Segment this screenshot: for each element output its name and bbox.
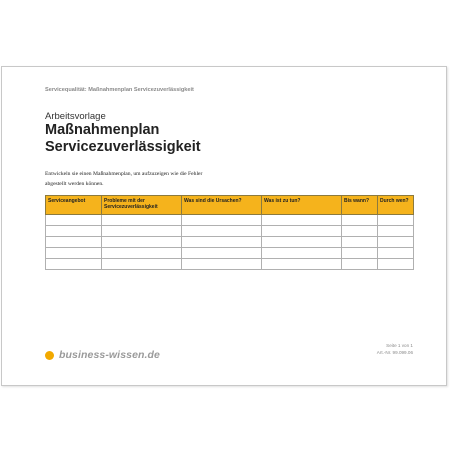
title-line-2: Servicezuverlässigkeit <box>45 139 201 155</box>
action-plan-table <box>45 195 414 270</box>
table-cell[interactable] <box>378 259 414 270</box>
table-cell[interactable] <box>102 226 182 237</box>
table-cell[interactable] <box>378 248 414 259</box>
table-cell[interactable] <box>46 215 102 226</box>
table-cell[interactable] <box>182 226 262 237</box>
table-cell[interactable] <box>46 248 102 259</box>
intro-line-1: Entwickeln sie einen Maßnahmenplan, um aufzuzeigen wie die Fehler <box>45 171 203 177</box>
table-cell[interactable] <box>378 226 414 237</box>
table-cell[interactable] <box>182 237 262 248</box>
table-cell[interactable] <box>102 248 182 259</box>
table-cell[interactable] <box>262 259 342 270</box>
intro-line-2: abgestellt werden können. <box>45 181 104 187</box>
logo-text: business-wissen.de <box>59 349 161 361</box>
title-line-1: Maßnahmenplan <box>45 122 160 138</box>
table-cell[interactable] <box>46 226 102 237</box>
table-header-row <box>46 196 414 215</box>
column-header: Durch wen? <box>378 196 414 215</box>
column-header: Was sind die Ursachen? <box>182 196 262 215</box>
table-cell[interactable] <box>262 226 342 237</box>
document-subtitle: Arbeitsvorlage <box>45 111 106 122</box>
table-cell[interactable] <box>378 237 414 248</box>
table-cell[interactable] <box>182 259 262 270</box>
column-header: Was ist zu tun? <box>262 196 342 215</box>
article-number: Art.-Nr. 99.099.06 <box>376 350 413 355</box>
table-cell[interactable] <box>342 226 378 237</box>
page-title <box>45 122 345 156</box>
table-row <box>46 259 414 270</box>
table-cell[interactable] <box>262 248 342 259</box>
table-cell[interactable] <box>102 237 182 248</box>
table-cell[interactable] <box>46 237 102 248</box>
table-row <box>46 248 414 259</box>
table-cell[interactable] <box>182 248 262 259</box>
logo-dot-icon <box>45 351 54 360</box>
table-row <box>46 226 414 237</box>
table-cell[interactable] <box>342 259 378 270</box>
table-cell[interactable] <box>102 259 182 270</box>
table-cell[interactable] <box>378 215 414 226</box>
table-cell[interactable] <box>262 237 342 248</box>
table-row <box>46 237 414 248</box>
table-cell[interactable] <box>182 215 262 226</box>
table-cell[interactable] <box>342 248 378 259</box>
column-header: Probleme mit der Servicezuverlässigkeit <box>102 196 182 215</box>
breadcrumb: Servicequalität: Maßnahmenplan Servicezuverlässigkeit <box>45 87 194 93</box>
table-cell[interactable] <box>262 215 342 226</box>
column-header: Serviceangebot <box>46 196 102 215</box>
column-header: Bis wann? <box>342 196 378 215</box>
brand-logo <box>45 349 160 361</box>
table-cell[interactable] <box>342 237 378 248</box>
table-row <box>46 215 414 226</box>
table-cell[interactable] <box>102 215 182 226</box>
table-cell[interactable] <box>342 215 378 226</box>
intro-text <box>45 169 275 189</box>
page-number: Seite 1 von 1 <box>386 343 413 348</box>
table-cell[interactable] <box>46 259 102 270</box>
page-info <box>377 342 413 356</box>
